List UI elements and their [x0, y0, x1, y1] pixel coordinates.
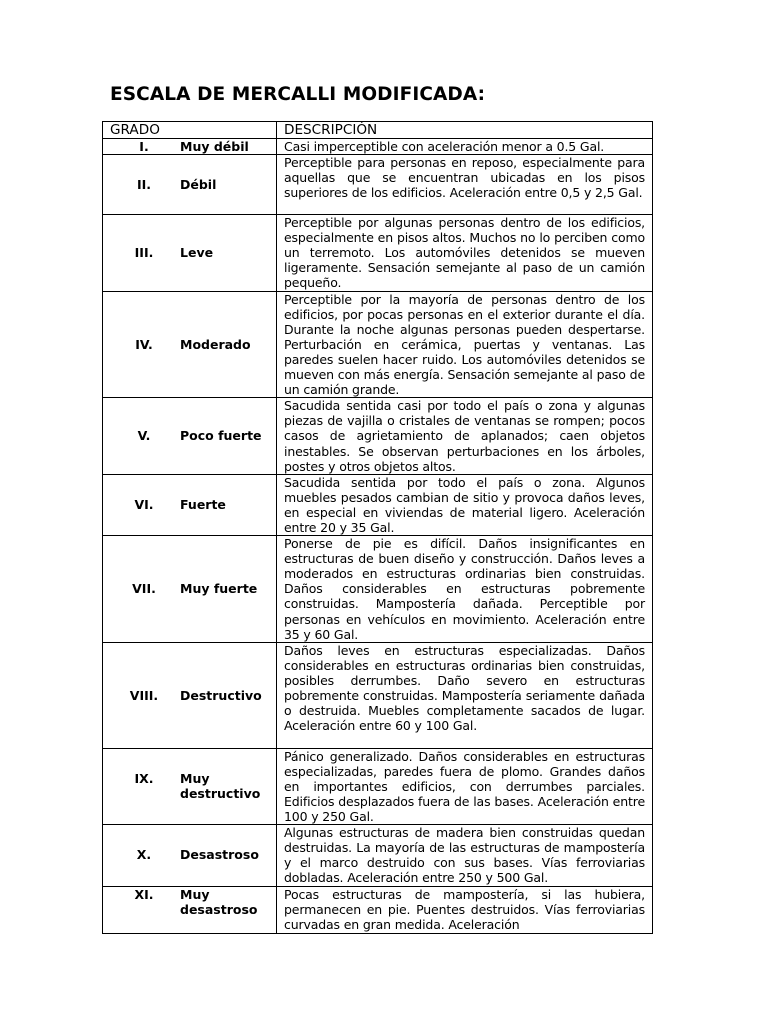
table-row — [103, 825, 653, 886]
grade-name: Leve — [180, 245, 214, 261]
description-text: Algunas estructuras de madera bien construidas quedan destruidas. La mayoría de las estructuras de mampostería y el marco destruido con sus bases. Vías ferroviarias dobladas. Aceleración entre 250 y 500 Gal. — [284, 825, 645, 886]
grade-cell — [103, 291, 277, 398]
table-row — [103, 474, 653, 535]
grade-name: Muy fuerte — [180, 581, 258, 597]
description-text: Sacudida sentida casi por todo el país o zona y algunas piezas de vajilla o cristales de ventanas se rompen; pocos casos de agrietamiento de aplanados; caen objetos inestables. Se observan perturbaciones en los árboles, postes y otros objetos altos. — [284, 398, 645, 474]
table-row — [103, 642, 653, 748]
table-header-row — [103, 122, 653, 139]
grade-description — [277, 748, 653, 824]
table-row — [103, 291, 653, 398]
grade-cell — [103, 748, 277, 824]
grade-cell — [103, 398, 277, 474]
grade-name: Poco fuerte — [180, 428, 262, 444]
grade-numeral: IV. — [135, 336, 153, 352]
grade-numeral: VIII. — [129, 687, 159, 703]
description-text: Perceptible por algunas personas dentro de los edificios, especialmente en pisos altos. Muchos no lo perciben como un terremoto. Los automóviles detenidos se mueven ligeramente. Sensación semejante al paso de un camión pequeño. — [284, 215, 645, 291]
grade-cell — [103, 886, 277, 933]
grade-description — [277, 155, 653, 215]
description-text: Ponerse de pie es difícil. Daños insignificantes en estructuras de buen diseño y construcción. Daños leves a moderados en estructuras ordinarias bien construidas. Daños considerables en estructuras pobremente construidas. Mampostería dañada. Perceptible por personas en vehículos en movimiento. Aceleración entre 35 y 60 Gal. — [284, 536, 645, 642]
table-row — [103, 398, 653, 474]
grade-description — [277, 474, 653, 535]
table-row — [103, 536, 653, 643]
description-text: Daños leves en estructuras especializadas. Daños considerables en estructuras ordinarias bien construidas, posibles derrumbes. Daño severo en estructuras pobremente construidas. Mampostería seriamente dañada o destruida. Muebles completamente sacados de lugar. Aceleración entre 60 y 100 Gal. — [284, 642, 645, 734]
grade-numeral: III. — [134, 245, 154, 261]
table-row — [103, 886, 653, 933]
grade-numeral: VI. — [134, 496, 154, 512]
grade-description — [277, 291, 653, 398]
grade-name: Muy desastroso — [180, 886, 258, 917]
grade-cell — [103, 474, 277, 535]
grade-cell — [103, 155, 277, 215]
grade-name: Moderado — [180, 336, 251, 352]
grade-description — [277, 642, 653, 748]
grade-description — [277, 215, 653, 291]
grade-description — [277, 825, 653, 886]
grade-name: Fuerte — [180, 496, 226, 512]
grade-name: Desastroso — [180, 847, 259, 863]
grade-description — [277, 886, 653, 933]
description-text: Perceptible por la mayoría de personas dentro de los edificios, por pocas personas en el exterior durante el día. Durante la noche algunas personas pueden despertarse. Perturbación en cerámica, puertas y ventanas. Las paredes suelen hacer ruido. Los automóviles detenidos se mueven con más energía. Sensación semejante al paso de un camión grande. — [284, 291, 645, 398]
description-text: Pocas estructuras de mampostería, si las hubiera, permanecen en pie. Puentes destruidos. Vías ferroviarias curvadas en gran medida. Aceleración — [284, 886, 645, 932]
grade-numeral: VII. — [132, 581, 156, 597]
grade-numeral: XI. — [134, 886, 154, 902]
header-grado: GRADO — [103, 122, 277, 139]
table-row — [103, 139, 653, 155]
grade-description — [277, 139, 653, 155]
grade-cell — [103, 536, 277, 643]
page-title: ESCALA DE MERCALLI MODIFICADA: — [110, 84, 486, 105]
grade-numeral: I. — [139, 139, 149, 154]
header-descripcion: DESCRIPCIÓN — [277, 122, 653, 139]
table-row — [103, 215, 653, 291]
grade-description — [277, 398, 653, 474]
table-row — [103, 155, 653, 215]
mercalli-scale-table — [102, 121, 653, 934]
grade-cell — [103, 825, 277, 886]
grade-numeral: IX. — [134, 770, 154, 786]
grade-cell — [103, 215, 277, 291]
grade-numeral: V. — [137, 428, 151, 444]
description-text: Pánico generalizado. Daños considerables en estructuras especializadas, paredes fuera de plomo. Grandes daños en importantes edificios, con derrumbes parciales. Edificios desplazados fuera de las bases. Aceleración entre 100 y 250 Gal. — [284, 748, 645, 825]
grade-name: Débil — [180, 177, 217, 193]
grade-numeral: X. — [136, 847, 152, 863]
grade-name: Muy débil — [180, 139, 249, 154]
grade-description — [277, 536, 653, 643]
grade-cell — [103, 139, 277, 155]
description-text: Sacudida sentida por todo el país o zona. Algunos muebles pesados cambian de sitio y provoca daños leves, en especial en viviendas de material ligero. Aceleración entre 20 y 35 Gal. — [284, 474, 645, 535]
description-text: Perceptible para personas en reposo, especialmente para aquellas que se encuentran ubicadas en los pisos superiores de los edificios. Aceleración entre 0,5 y 2,5 Gal. — [284, 155, 645, 201]
grade-name: Destructivo — [180, 687, 262, 703]
grade-cell — [103, 642, 277, 748]
grade-numeral: II. — [136, 177, 152, 193]
table-row — [103, 748, 653, 824]
grade-name: Muy destructivo — [180, 770, 261, 801]
description-text: Casi imperceptible con aceleración menor a 0.5 Gal. — [284, 139, 605, 154]
